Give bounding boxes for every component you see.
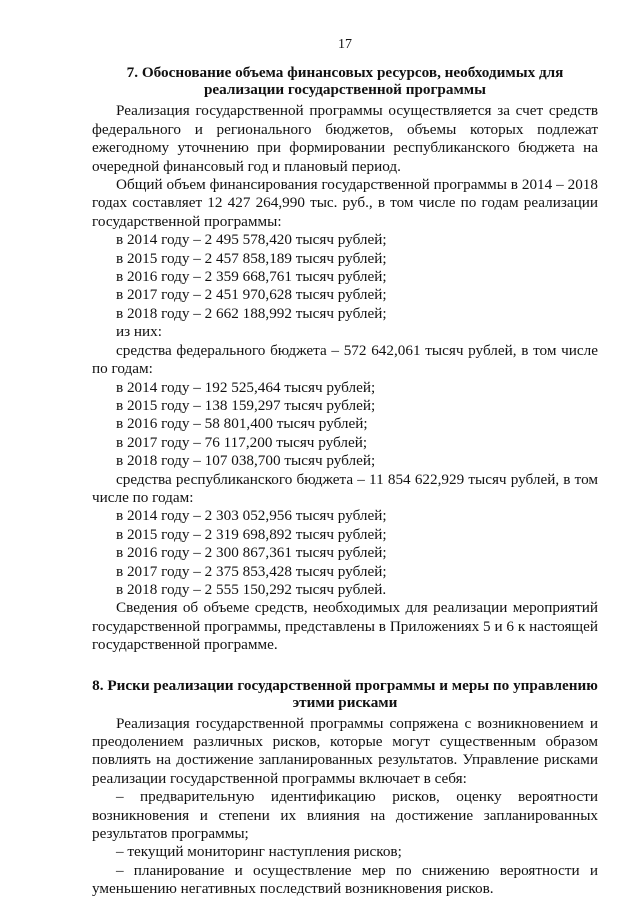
- total-year-2014: в 2014 году – 2 495 578,420 тысяч рублей;: [116, 231, 387, 249]
- republic-year-2017: в 2017 году – 2 375 853,428 тысяч рублей;: [116, 562, 387, 580]
- of-them-label: из них:: [116, 323, 162, 341]
- section-8-paragraph-risks: Реализация государственной программы сопряжена с возникновением и преодолением различных рисков, которые могут существенным образом повлиять на достижение запланированных результатов. Управление рисками реализации государственной программы включает в себя:: [92, 714, 598, 787]
- section-7-heading-line-2: реализации государственной программы: [203, 81, 486, 99]
- document-page: [92, 36, 598, 899]
- section-8-heading-line-1: 8. Риски реализации государственной программы и меры по управлению: [92, 676, 598, 694]
- total-year-2015: в 2015 году – 2 457 858,189 тысяч рублей;: [116, 249, 387, 267]
- republic-year-2016: в 2016 году – 2 300 867,361 тысяч рублей;: [116, 544, 387, 562]
- section-8-heading: [92, 677, 598, 711]
- republic-year-2018: в 2018 году – 2 555 150,292 тысяч рублей.: [116, 580, 387, 598]
- federal-budget-intro: средства федерального бюджета – 572 642,061 тысяч рублей, в том числе по годам:: [92, 341, 598, 378]
- section-7-heading: [92, 64, 598, 98]
- federal-year-2016: в 2016 году – 58 801,400 тысяч рублей;: [116, 415, 368, 433]
- section-7-paragraph-funding-sources: Реализация государственной программы осуществляется за счет средств федерального и регионального бюджетов, объемы которых подлежат ежегодному уточнению при формировании республиканского бюджета на очередной финансовый год и плановый период.: [92, 102, 598, 175]
- section-7-heading-line-1: 7. Обоснование объема финансовых ресурсов, необходимых для: [126, 64, 564, 82]
- federal-year-2018: в 2018 году – 107 038,700 тысяч рублей;: [116, 452, 376, 470]
- risk-item-monitoring: – текущий мониторинг наступления рисков;: [116, 843, 402, 861]
- total-year-2016: в 2016 году – 2 359 668,761 тысяч рублей;: [116, 268, 387, 286]
- federal-year-2014: в 2014 году – 192 525,464 тысяч рублей;: [116, 378, 376, 396]
- total-year-2017: в 2017 году – 2 451 970,628 тысяч рублей;: [116, 286, 387, 304]
- section-7-paragraph-total-volume: Общий объем финансирования государственной программы в 2014 – 2018 годах составляет 12 427 264,990 тыс. руб., в том числе по годам реализации государственной программы:: [92, 176, 598, 230]
- federal-year-2017: в 2017 году – 76 117,200 тысяч рублей;: [116, 433, 368, 451]
- risk-item-mitigation: – планирование и осуществление мер по снижению вероятности и уменьшению негативных последствий возникновения рисков.: [92, 861, 598, 898]
- section-7-paragraph-appendix: Сведения об объеме средств, необходимых для реализации мероприятий государственной программы, представлены в Приложениях 5 и 6 к настоящей государственной программе.: [92, 599, 598, 654]
- total-year-2018: в 2018 году – 2 662 188,992 тысяч рублей;: [116, 304, 387, 322]
- republic-year-2014: в 2014 году – 2 303 052,956 тысяч рублей;: [116, 507, 387, 525]
- section-spacer: [92, 655, 598, 677]
- republic-year-2015: в 2015 году – 2 319 698,892 тысяч рублей;: [116, 525, 387, 543]
- republic-budget-intro: средства республиканского бюджета – 11 854 622,929 тысяч рублей, в том числе по годам:: [92, 470, 598, 506]
- federal-year-2015: в 2015 году – 138 159,297 тысяч рублей;: [116, 396, 376, 414]
- page-number: 17: [338, 37, 352, 52]
- risk-item-identification: – предварительную идентификацию рисков, оценку вероятности возникновения и степени их влияния на достижение запланированных результатов программы;: [92, 788, 598, 843]
- section-8-heading-line-2: этими рисками: [292, 693, 398, 711]
